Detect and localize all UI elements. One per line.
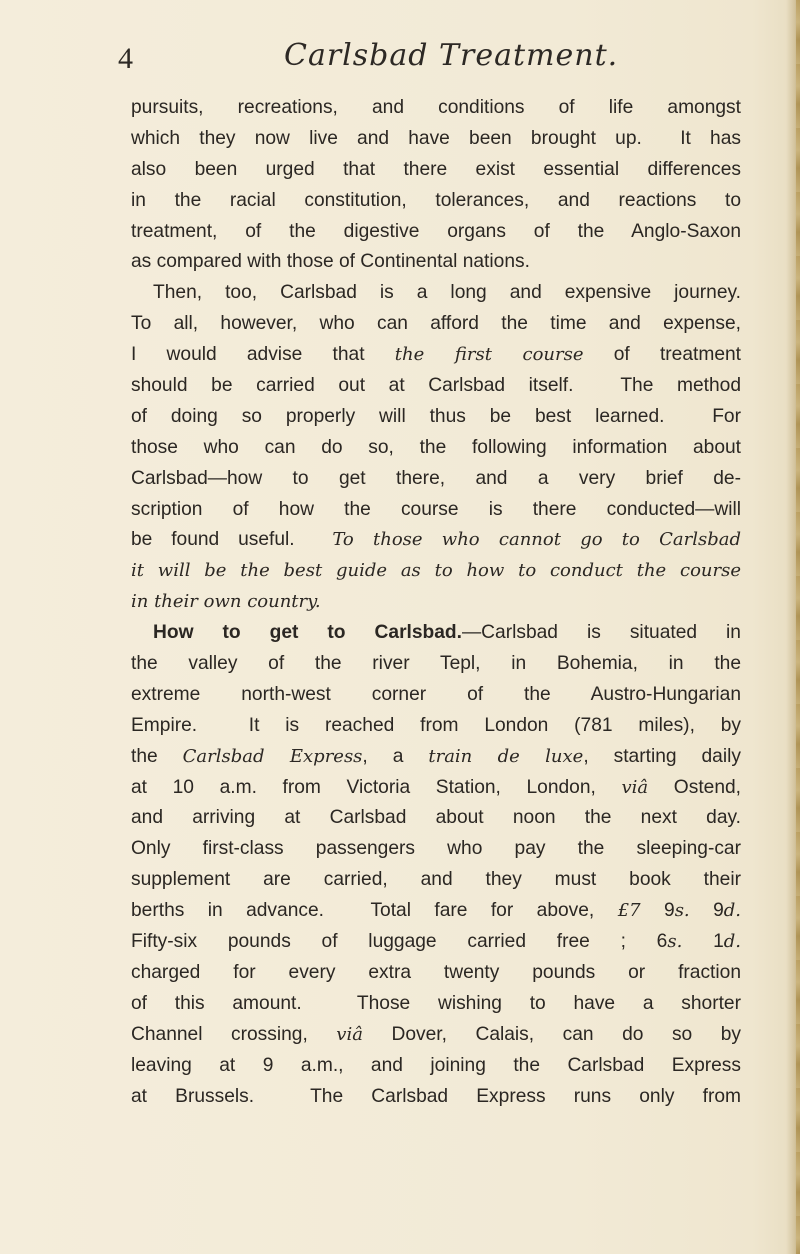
text-line: [131, 186, 741, 217]
text-run: pursuits, recreations, and conditions of life amongst: [131, 97, 741, 118]
text-run: of doing so properly will thus be best learned. For: [131, 405, 741, 427]
page-edge-strip: [796, 0, 800, 1254]
text-line: [131, 433, 741, 464]
text-line: [131, 742, 741, 773]
text-run: should be carried out at Carlsbad itself. The method: [131, 375, 741, 397]
italic-text: s.: [667, 931, 683, 953]
text-run: be found useful.: [131, 529, 333, 551]
text-line: [131, 371, 741, 402]
text-run: , starting daily: [583, 745, 741, 767]
text-run: berths in advance. Total fare for above,: [131, 900, 618, 922]
text-run: To all, however, who can afford the time and expense,: [131, 313, 741, 335]
text-line: [131, 618, 741, 649]
text-run: Only first-class passengers who pay the sleeping-car: [131, 838, 741, 860]
text-line: [131, 309, 741, 340]
body-text: [131, 93, 741, 1112]
text-line: [131, 587, 741, 618]
italic-text: d.: [723, 900, 741, 922]
text-run: of this amount. Those wishing to have a shorter: [131, 992, 741, 1014]
italic-text: £7: [617, 900, 641, 922]
text-line: [131, 217, 741, 248]
italic-text: train de luxe: [428, 745, 584, 767]
text-run: the: [131, 745, 183, 767]
text-line: [131, 711, 741, 742]
text-run: Then, too, Carlsbad is a long and expensive journey.: [153, 282, 741, 304]
text-line: [131, 93, 741, 124]
text-run: treatment, of the digestive organs of the Anglo-Saxon: [131, 220, 741, 242]
italic-text: in their own country.: [131, 591, 321, 613]
italic-text: Carlsbad Express: [182, 745, 363, 767]
italic-text: To those who cannot go to Carlsbad: [332, 529, 741, 551]
text-line: [131, 896, 741, 927]
text-run: as compared with those of Continental nations.: [131, 251, 530, 273]
text-line: [131, 834, 741, 865]
text-line: [131, 649, 741, 680]
text-run: and arriving at Carlsbad about noon the next day.: [131, 807, 741, 829]
text-line: [131, 989, 741, 1020]
text-line: [131, 803, 741, 834]
text-run: —Carlsbad is situated in: [461, 622, 741, 644]
text-run: scription of how the course is there conducted—will: [131, 498, 741, 520]
page-header: [118, 38, 718, 88]
text-line: [131, 495, 741, 526]
italic-text: viâ: [336, 1023, 363, 1045]
text-run: Carlsbad—how to get there, and a very brief de-: [131, 467, 741, 489]
text-line: [131, 1051, 741, 1082]
text-line: [131, 402, 741, 433]
text-line: [131, 556, 741, 587]
text-line: [131, 927, 741, 958]
text-run: also been urged that there exist essential differences: [131, 158, 741, 180]
text-run: at Brussels. The Carlsbad Express runs only from: [131, 1085, 741, 1107]
text-line: [131, 680, 741, 711]
text-run: Empire. It is reached from London (781 miles), by: [131, 714, 741, 736]
text-run: , a: [362, 745, 429, 767]
text-line: [131, 865, 741, 896]
page-number: 4: [118, 42, 133, 75]
text-run: Channel crossing,: [131, 1023, 337, 1045]
text-line: [131, 155, 741, 186]
italic-text: it will be the best guide as to how to conduct the course: [131, 560, 741, 582]
italic-text: the first course: [394, 344, 584, 366]
section-heading: How to get to Carlsbad.: [153, 622, 462, 644]
text-line: [131, 340, 741, 371]
text-run: those who can do so, the following information about: [131, 436, 741, 458]
text-run: of treatment: [583, 344, 741, 366]
text-line: [131, 278, 741, 309]
text-run: extreme north-west corner of the Austro-Hungarian: [131, 683, 741, 705]
text-run: 1: [682, 931, 724, 953]
text-line: [131, 525, 741, 556]
running-title: Carlsbad Treatment.: [284, 38, 619, 73]
text-run: supplement are carried, and they must book their: [131, 869, 741, 891]
text-line: [131, 247, 741, 278]
text-run: Fifty-six pounds of luggage carried free ; 6: [131, 931, 668, 953]
text-run: I would advise that: [131, 344, 395, 366]
text-run: 9: [689, 900, 724, 922]
text-run: 9: [640, 900, 675, 922]
text-line: [131, 773, 741, 804]
text-run: Ostend,: [648, 776, 741, 798]
text-run: leaving at 9 a.m., and joining the Carlsbad Express: [131, 1054, 741, 1076]
text-line: [131, 1020, 741, 1051]
text-line: [131, 124, 741, 155]
text-line: [131, 958, 741, 989]
text-run: Dover, Calais, can do so by: [362, 1023, 741, 1045]
text-line: [131, 1082, 741, 1113]
text-line: [131, 464, 741, 495]
text-run: at 10 a.m. from Victoria Station, London,: [131, 776, 622, 798]
text-run: charged for every extra twenty pounds or fraction: [131, 961, 741, 983]
italic-text: viâ: [621, 776, 649, 798]
italic-text: s.: [674, 900, 690, 922]
italic-text: d.: [723, 931, 741, 953]
text-run: which they now live and have been brought up. It has: [131, 127, 741, 149]
text-run: in the racial constitution, tolerances, and reactions to: [131, 189, 741, 211]
text-run: the valley of the river Tepl, in Bohemia, in the: [131, 653, 741, 675]
